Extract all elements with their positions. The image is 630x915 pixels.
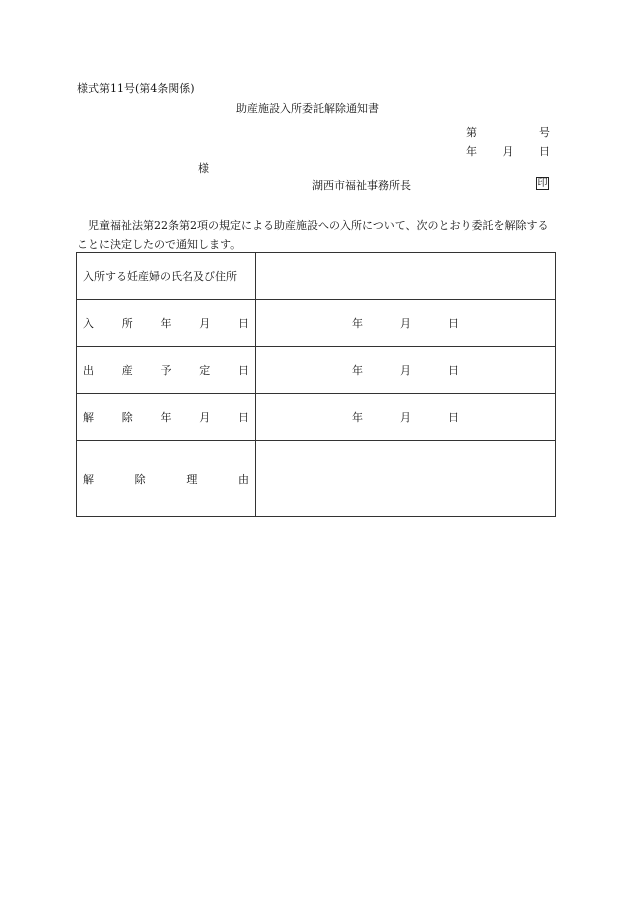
- due-date-units: [352, 362, 555, 378]
- due-date-label: [77, 362, 255, 378]
- due-date-value-cell: [256, 347, 556, 394]
- release-date-units: [352, 409, 555, 425]
- release-date-label: [77, 409, 255, 425]
- form-number: 様式第11号(第4条関係): [77, 82, 195, 95]
- table-row-reason: [77, 441, 556, 517]
- number-prefix: 第: [466, 126, 477, 139]
- label-char: 産: [121, 364, 133, 377]
- seal-mark: 印: [537, 178, 548, 189]
- issue-date-month: 月: [502, 145, 514, 158]
- table-row-name-address: [77, 253, 556, 300]
- addressee-honorific: 様: [198, 162, 209, 175]
- label-char: 除: [121, 411, 133, 424]
- notice-form-table: [76, 252, 556, 517]
- number-suffix: 号: [539, 126, 550, 139]
- label-char: 出: [83, 364, 94, 377]
- label-char: 解: [83, 472, 94, 486]
- reason-label: [77, 471, 255, 487]
- label-char: 年: [160, 411, 172, 424]
- label-char: 年: [160, 317, 172, 330]
- date-day-unit: 日: [448, 411, 459, 424]
- release-date-value-cell: [256, 394, 556, 441]
- label-char: 由: [237, 472, 249, 486]
- release-date-label-cell: [77, 394, 256, 441]
- label-char: 定: [199, 364, 211, 377]
- table-row-release-date: [77, 394, 556, 441]
- issue-date-year: 年: [466, 145, 477, 158]
- document-number-line: [466, 124, 550, 140]
- label-char: 除: [134, 472, 146, 486]
- date-month-unit: 月: [400, 317, 411, 330]
- label-char: 予: [160, 364, 172, 377]
- label-char: 日: [238, 364, 249, 377]
- issue-date-day: 日: [539, 145, 550, 158]
- date-year-unit: 年: [352, 364, 363, 377]
- label-char: 日: [238, 411, 249, 424]
- admission-date-label-cell: [77, 300, 256, 347]
- admission-date-label: [77, 315, 255, 331]
- issue-date-line: [466, 143, 550, 159]
- label-char: 日: [238, 317, 249, 330]
- name-address-value-cell: [256, 253, 556, 300]
- reason-value-cell: [256, 441, 556, 517]
- due-date-label-cell: [77, 347, 256, 394]
- document-title: 助産施設入所委託解除通知書: [236, 102, 379, 115]
- date-month-unit: 月: [400, 364, 411, 377]
- reason-label-cell: [77, 441, 256, 517]
- label-char: 解: [83, 411, 94, 424]
- label-char: 月: [199, 411, 211, 424]
- name-address-label: 入所する妊産婦の氏名及び住所: [83, 270, 237, 283]
- notice-body-text: 児童福祉法第22条第2項の規定による助産施設への入所について、次のとおり委託を解除することに決定したので通知します。: [77, 219, 549, 251]
- name-address-label-cell: [77, 253, 256, 300]
- date-month-unit: 月: [400, 411, 411, 424]
- date-year-unit: 年: [352, 317, 363, 330]
- date-day-unit: 日: [448, 317, 459, 330]
- label-char: 理: [186, 472, 198, 486]
- admission-date-value-cell: [256, 300, 556, 347]
- date-day-unit: 日: [448, 364, 459, 377]
- table-row-due-date: [77, 347, 556, 394]
- label-char: 月: [199, 317, 211, 330]
- issuer-name: 湖西市福祉事務所長: [312, 179, 411, 192]
- table-row-admission-date: [77, 300, 556, 347]
- admission-date-units: [352, 315, 555, 331]
- date-year-unit: 年: [352, 411, 363, 424]
- label-char: 入: [83, 317, 94, 330]
- label-char: 所: [121, 317, 133, 330]
